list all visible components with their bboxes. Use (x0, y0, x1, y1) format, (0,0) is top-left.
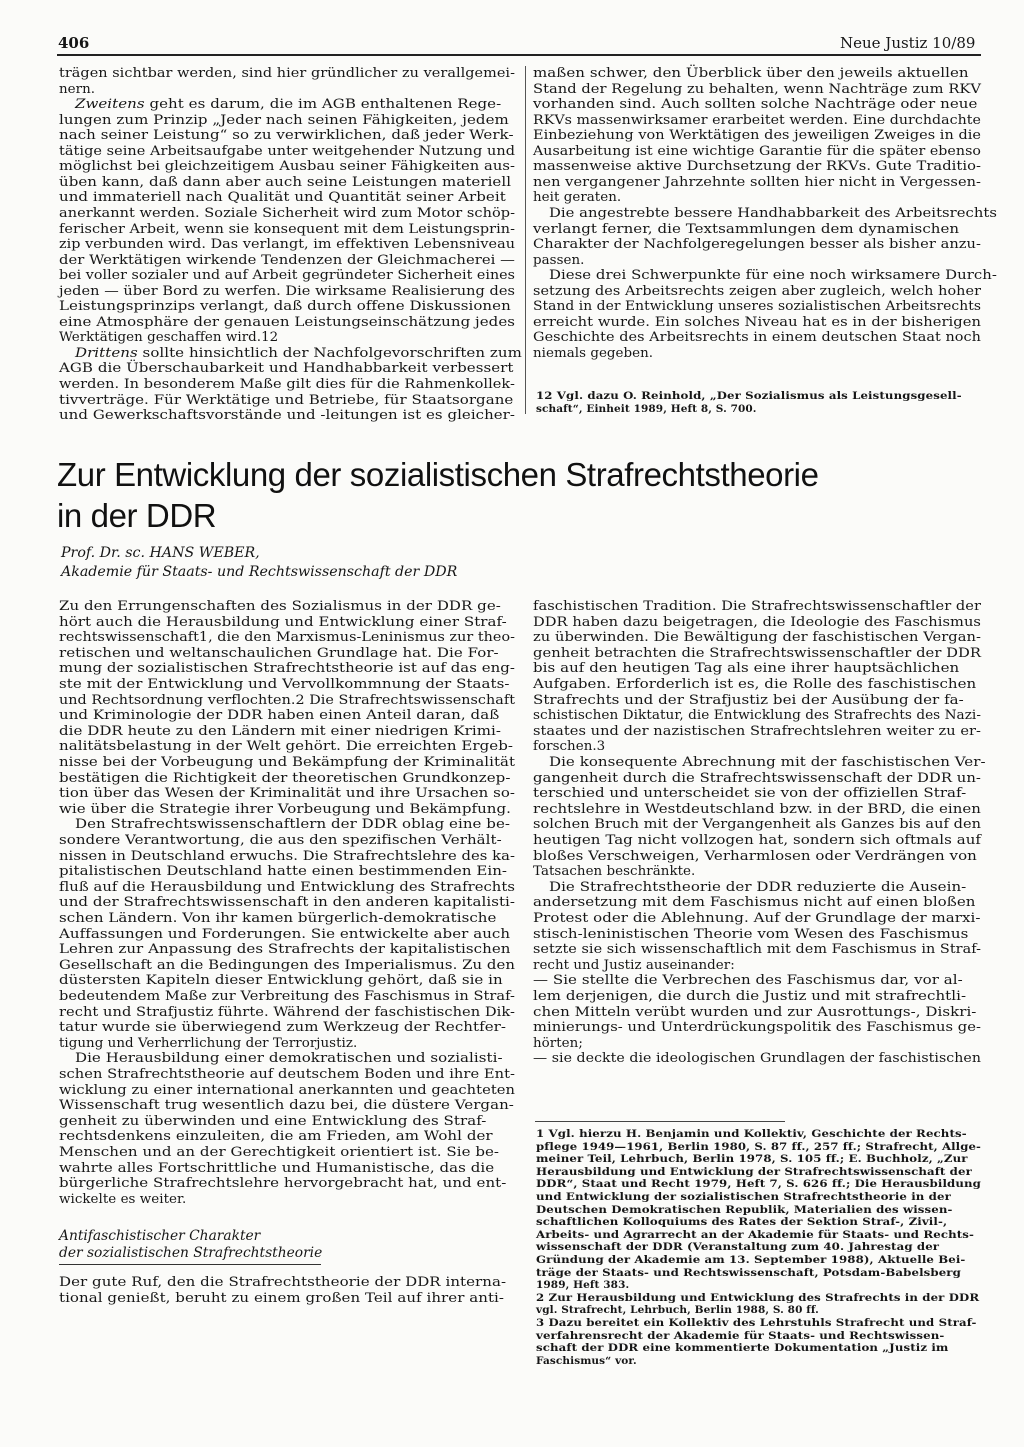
text-line: nen vergangener Jahrzehnte sollten hier nicht in Vergessen- (533, 174, 981, 190)
text-line: 1989, Heft 383. (536, 1279, 630, 1292)
text-line: solchen Bruch mit der Vergangenheit als Ganzes bis auf den (533, 817, 982, 833)
text-line: anerkannt werden. Soziale Sicherheit wird zum Motor schöp- (59, 205, 516, 221)
text-line: bürgerliche Strafrechtslehre hervorgebracht hat, und ent- (59, 1176, 507, 1192)
text-line: und immateriell nach Qualität und Quantität seiner Arbeit (59, 190, 506, 206)
text-line: nern. (59, 81, 96, 97)
text-line: genheit zu überwinden und eine Entwicklung des Straf- (59, 1113, 487, 1129)
text-line: Die Herausbildung einer demokratischen und sozialisti- (75, 1051, 503, 1067)
text-line: forschen.3 (533, 739, 606, 755)
author-affiliation: Akademie für Staats- und Rechtswissenschaft der DDR (61, 564, 458, 580)
text-line: schaft“, Einheit 1989, Heft 8, S. 700. (536, 402, 757, 415)
text-line: Werktätigen geschaffen wird.12 (59, 330, 279, 346)
text-line: bedeutendem Maße zur Verbreitung des Faschismus in Straf- (59, 989, 515, 1004)
text-line: schistischen Diktatur, die Entwicklung des Strafrechts des Nazi- (533, 708, 981, 724)
text-line: der Werktätigen wirkende Tendenzen der Gleichmacherei — (59, 252, 515, 268)
lead-word: Zweitens (75, 97, 145, 113)
text-line: schen Ländern. Von ihr kamen bürgerlich-demokratische (59, 911, 497, 926)
text-line: mung der sozialistischen Strafrechtstheorie ist auf das eng- (59, 661, 516, 677)
text-line: nisse bei der Vorbeugung und Bekämpfung der Kriminalität (59, 755, 516, 770)
text-line: lem derjenigen, die durch die Justiz und mit strafrechtli- (533, 989, 967, 1004)
text-line: wie über die Strategie ihrer Vorbeugung und Bekämpfung. (59, 801, 512, 817)
text-line: Die konsequente Abrechnung mit der faschistischen Ver- (549, 755, 986, 770)
text-line: wickelte es weiter. (59, 1191, 187, 1207)
text-line: tional genießt, beruht zu einem großen Teil auf ihrer anti- (59, 1290, 505, 1306)
text-line: die DDR heute zu den Ländern mit einer niedrigen Krimi- (59, 723, 501, 739)
text-line: Ausarbeitung ist eine wichtige Garantie für die später ebenso (533, 143, 981, 159)
text-line: Herausbildung und Entwicklung der Strafrechtswissenschaft der (536, 1165, 972, 1178)
text-line: DDR“, Staat und Recht 1979, Heft 7, S. 626 ff.; Die Herausbildung (536, 1178, 982, 1191)
text-line: stisch-leninistischen Theorie vom Wesen des Faschismus (533, 926, 969, 942)
text-line: niemals gegeben. (533, 345, 654, 361)
text-line: werden. In besonderem Maße gilt dies für die Rahmenkollek- (59, 377, 515, 392)
subheading-rule (59, 1264, 321, 1265)
text-line: setzung des Arbeitsrechts zeigen aber zugleich, welch hoher (533, 283, 982, 299)
text-line: maßen schwer, den Überblick über den jeweils aktuellen (533, 66, 969, 81)
author-name: Prof. Dr. sc. HANS WEBER, (61, 545, 260, 561)
text-line: heit geraten. (533, 190, 622, 206)
text-line: Tatsachen beschränkte. (533, 864, 696, 880)
text-line: bei voller sozialer und auf Arbeit gegründeter Sicherheit eines (59, 268, 515, 284)
text-line: vorhanden sind. Auch sollten solche Nachträge oder neue (533, 97, 978, 113)
text-line: hörten; (533, 1035, 583, 1051)
text-line: retischen und weltanschaulichen Grundlage hat. Die For- (59, 645, 499, 661)
text-line: tigung und Verherrlichung der Terrorjustiz. (59, 1035, 358, 1051)
text-line: — sie deckte die ideologischen Grundlagen der faschistischen (533, 1051, 981, 1067)
text-line: Gesellschaft an die Bedingungen des Imperialismus. Zu den (59, 957, 515, 973)
text-line: lungen zum Prinzip „Jeder nach seinen Fähigkeiten, jedem (59, 112, 509, 128)
text-line: jeden — über Bord zu werfen. Die wirksame Realisierung des (59, 283, 516, 299)
text-line: Stand in der Entwicklung unseres sozialistischen Arbeitsrechts (533, 299, 981, 315)
text-line: üben kann, daß dann aber auch seine Leistungen materiell (59, 174, 512, 190)
text-line: wissenschaft der DDR (Veranstaltung zum 40. Jahrestag der (536, 1241, 940, 1254)
text-line: 2 Zur Herausbildung und Entwicklung des Strafrechts in der DDR (536, 1291, 980, 1304)
text-line: Stand der Regelung zu behalten, wenn Nachträge zum RKV (533, 81, 981, 97)
text-line: verlangt ferner, die Textsammlungen dem dynamischen (533, 221, 960, 237)
text-line: Drittens sollte hinsichtlich der Nachfolgevorschriften zum (75, 345, 522, 361)
text-line: nissen in Deutschland erwuchs. Die Strafrechtslehre des ka- (59, 848, 516, 864)
text-line: 1 Vgl. hierzu H. Benjamin und Kollektiv, Geschichte der Rechts- (536, 1128, 967, 1140)
text-line: Menschen und an der Gerechtigkeit orientiert ist. Sie be- (59, 1145, 500, 1160)
text-line: Die Strafrechtstheorie der DDR reduzierte die Ausein- (549, 879, 967, 895)
text-line: düstersten Kapiteln dieser Entwicklung gehört, daß sie in (59, 973, 503, 989)
article-title-line-2: in der DDR (57, 497, 217, 534)
text-line: und Rechtsordnung verflochten.2 Die Strafrechtswissenschaft (59, 692, 516, 708)
text-line: heutigen Tag nicht vollzogen hat, sondern sich oftmals auf (533, 833, 982, 848)
text-line: Lehren zur Anpassung des Strafrechts der kapitalistischen (59, 942, 511, 958)
text-line: Diese drei Schwerpunkte für eine noch wirksamere Durch- (549, 268, 997, 284)
text-line: ste mit der Entwicklung und Vervollkommnung der Staats- (59, 677, 510, 692)
text-line: rechtsdenkens einzuleiten, die am Frieden, am Wohl der (59, 1129, 493, 1145)
text-line: bestätigen die Richtigkeit der theoretischen Grundkonzep- (59, 770, 511, 786)
running-head: Neue Justiz 10/89 (840, 34, 976, 52)
text-line: vgl. Strafrecht, Lehrbuch, Berlin 1988, S. 80 ff. (536, 1304, 819, 1317)
text-line: und Kriminologie der DDR haben einen Anteil daran, daß (59, 708, 500, 724)
text-line: wicklung zu einer international anerkannten und geachteten (59, 1082, 516, 1098)
text-line: pitalistischen Deutschland hatte einen bestimmenden Ein- (59, 864, 508, 880)
text-line: setzte sie sich wissenschaftlich mit dem Faschismus in Straf- (533, 942, 981, 958)
article-title-line-1: Zur Entwicklung der sozialistischen Strafrechtstheorie (57, 456, 819, 493)
text-line: nalitätsbelastung in der Welt gehört. Die erreichten Ergeb- (59, 739, 514, 755)
footnote-rule (535, 1121, 785, 1122)
column-divider (525, 66, 526, 414)
subheading-line-2: der sozialistischen Strafrechtstheorie (59, 1245, 323, 1261)
text-line: genheit betrachten die Strafrechtswissenschaftler der DDR (533, 645, 982, 661)
text-line: Aufgaben. Erforderlich ist es, die Rolle des faschistischen (533, 677, 977, 692)
text-line: träge der Staats- und Rechtswissenschaft, Potsdam-Babelsberg (536, 1266, 961, 1279)
text-line: fluß auf die Herausbildung und Entwicklung des Strafrechts (59, 879, 515, 895)
text-line: rechtswissenschaft1, die den Marxismus-Leninismus zur theo- (59, 630, 516, 646)
text-line: schen Strafrechtstheorie auf deutschem Boden und ihre Ent- (59, 1067, 515, 1082)
text-line: Arbeits- und Agrarrecht an der Akademie für Staats- und Rechts- (536, 1228, 975, 1241)
text-line: eine Atmosphäre der genauen Leistungseinschätzung jedes (59, 314, 516, 330)
text-line: minierungs- und Unterdrückungspolitik des Faschismus ge- (533, 1020, 981, 1036)
text-line: — Sie stellte die Verbrechen des Faschismus dar, vor al- (533, 973, 963, 989)
page-number: 406 (58, 34, 90, 52)
text-line: Der gute Ruf, den die Strafrechtstheorie der DDR interna- (59, 1275, 507, 1290)
text-line: Den Strafrechtswissenschaftlern der DDR oblag eine be- (75, 817, 511, 833)
text-line: Einbeziehung von Werktätigen des jeweiligen Zweiges in die (533, 128, 981, 144)
text-line: 3 Dazu bereitet ein Kollektiv des Lehrstuhls Strafrecht und Straf- (536, 1317, 977, 1329)
text-line: möglichst bei gleichzeitigem Ausbau seiner Fähigkeiten aus- (59, 159, 515, 175)
text-line: schaftlichen Kolloquiums des Rates der Sektion Straf-, Zivil-, (536, 1216, 948, 1229)
text-line: erreicht wurde. Ein solches Niveau hat es in der bisherigen (533, 314, 981, 330)
text-line: Deutschen Demokratischen Republik, Materialien des wissen- (536, 1203, 953, 1216)
text-line: wahrte alles Fortschrittliche und Humanistische, das die (59, 1160, 495, 1176)
text-line: rechtslehre in Westdeutschland bzw. in der BRD, die einen (533, 801, 981, 817)
text-line: zu überwinden. Die Bewältigung der faschistischen Vergan- (533, 630, 981, 646)
text-line: sondere Verantwortung, die aus den spezifischen Verhält- (59, 833, 502, 848)
text-line: 12 Vgl. dazu O. Reinhold, „Der Sozialismus als Leistungsgesell- (536, 390, 962, 402)
text-line: andersetzung mit dem Faschismus nicht auf einen bloßen (533, 895, 976, 911)
text-line: recht und Justiz auseinander: (533, 957, 735, 973)
text-line: staates und der nazistischen Strafrechtslehren weiter zu er- (533, 723, 981, 739)
subheading-line-1: Antifaschistischer Charakter (59, 1228, 261, 1244)
text-line: bis auf den heutigen Tag als eine ihrer hauptsächlichen (533, 661, 960, 677)
text-line: ferischer Arbeit, wenn sie konsequent mit dem Leistungsprin- (59, 221, 515, 237)
text-line: Protest oder die Ablehnung. Auf der Grundlage der marxi- (533, 911, 981, 926)
text-line: Auffassungen und Forderungen. Sie entwickelte aber auch (59, 926, 511, 942)
text-line: passen. (533, 252, 585, 268)
text-line: trägen sichtbar werden, sind hier gründlicher zu verallgemei- (59, 66, 516, 81)
text-line: tivverträge. Für Werktätige und Betriebe, für Staatsorgane (59, 392, 514, 408)
header-rule (57, 54, 981, 56)
text-line: und der Strafrechtswissenschaft in den anderen kapitalisti- (59, 895, 516, 911)
text-line: Geschichte des Arbeitsrechts in einem deutschen Staat noch (533, 330, 982, 346)
text-line: Zweitens geht es darum, die im AGB enthaltenen Rege- (75, 97, 502, 113)
text-line: und Entwicklung der sozialistischen Strafrechtstheorie in der (536, 1191, 951, 1203)
text-line: massenweise aktive Durchsetzung der RKVs. Gute Traditio- (533, 159, 982, 175)
text-line: Faschismus“ vor. (536, 1354, 637, 1367)
text-line: tatur wurde sie überwiegend zum Werkzeug der Rechtfer- (59, 1020, 506, 1036)
text-line: hört auch die Herausbildung und Entwicklung einer Straf- (59, 614, 507, 630)
text-line: tion über das Wesen der Kriminalität und ihre Ursachen so- (59, 786, 515, 802)
text-line: Wissenschaft trug wesentlich dazu bei, die düstere Vergan- (59, 1098, 514, 1114)
text-line: verfahrensrecht der Akademie für Staats- und Rechtswissen- (536, 1329, 945, 1342)
text-line: chen Mitteln verübt wurden und zur Ausrottungs-, Diskri- (533, 1004, 977, 1020)
text-line: Leistungsprinzips verlangt, daß durch offene Diskussionen (59, 299, 511, 315)
text-line: DDR haben dazu beigetragen, die Ideologie des Faschismus (533, 614, 981, 630)
text-line: schaft der DDR eine kommentierte Dokumentation „Justiz im (536, 1342, 949, 1355)
text-line: Strafrechts und der Strafjustiz bei der Ausübung der fa- (533, 692, 964, 708)
text-line: und Gewerkschaftsvorstände und -leitungen ist es gleicher- (59, 408, 516, 424)
text-line: Die angestrebte bessere Handhabbarkeit des Arbeitsrechts (549, 205, 998, 221)
text-line: gangenheit durch die Strafrechtswissenschaft der DDR un- (533, 770, 981, 786)
text-line: terschied und unterscheidet sie von der offiziellen Straf- (533, 786, 967, 802)
text-line: Zu den Errungenschaften des Sozialismus in der DDR ge- (59, 599, 501, 614)
text-line: recht und Strafjustiz führte. Während der faschistischen Dik- (59, 1004, 516, 1020)
text-line: pflege 1949—1961, Berlin 1980, S. 87 ff., 257 ff.; Strafrecht, Allge- (536, 1140, 981, 1153)
text-line: RKVs massenwirksamer erarbeitet werden. Eine durchdachte (533, 112, 982, 128)
text-line: AGB die Überschaubarkeit und Handhabbarkeit verbessert (59, 361, 514, 377)
text-line: zip verbunden wird. Das verlangt, im effektiven Lebensniveau (59, 237, 516, 253)
text-line: Charakter der Nachfolgeregelungen besser als bisher anzu- (533, 237, 982, 253)
text-line: meiner Teil, Lehrbuch, Berlin 1978, S. 105 ff.; E. Buchholz, „Zur (536, 1153, 968, 1166)
text-line: bloßes Verschweigen, Verharmlosen oder Verdrängen von (533, 848, 977, 864)
text-line: tätige seine Arbeitsaufgabe unter weitgehender Nutzung und (59, 143, 516, 159)
lead-word: Drittens (75, 345, 138, 361)
text-line: Gründung der Akademie am 13. September 1988), Aktuelle Bei- (536, 1254, 966, 1266)
text-line: nach seiner Leistung“ so zu verwirklichen, daß jeder Werk- (59, 128, 514, 144)
text-line: faschistischen Tradition. Die Strafrechtswissenschaftler der (533, 599, 982, 614)
